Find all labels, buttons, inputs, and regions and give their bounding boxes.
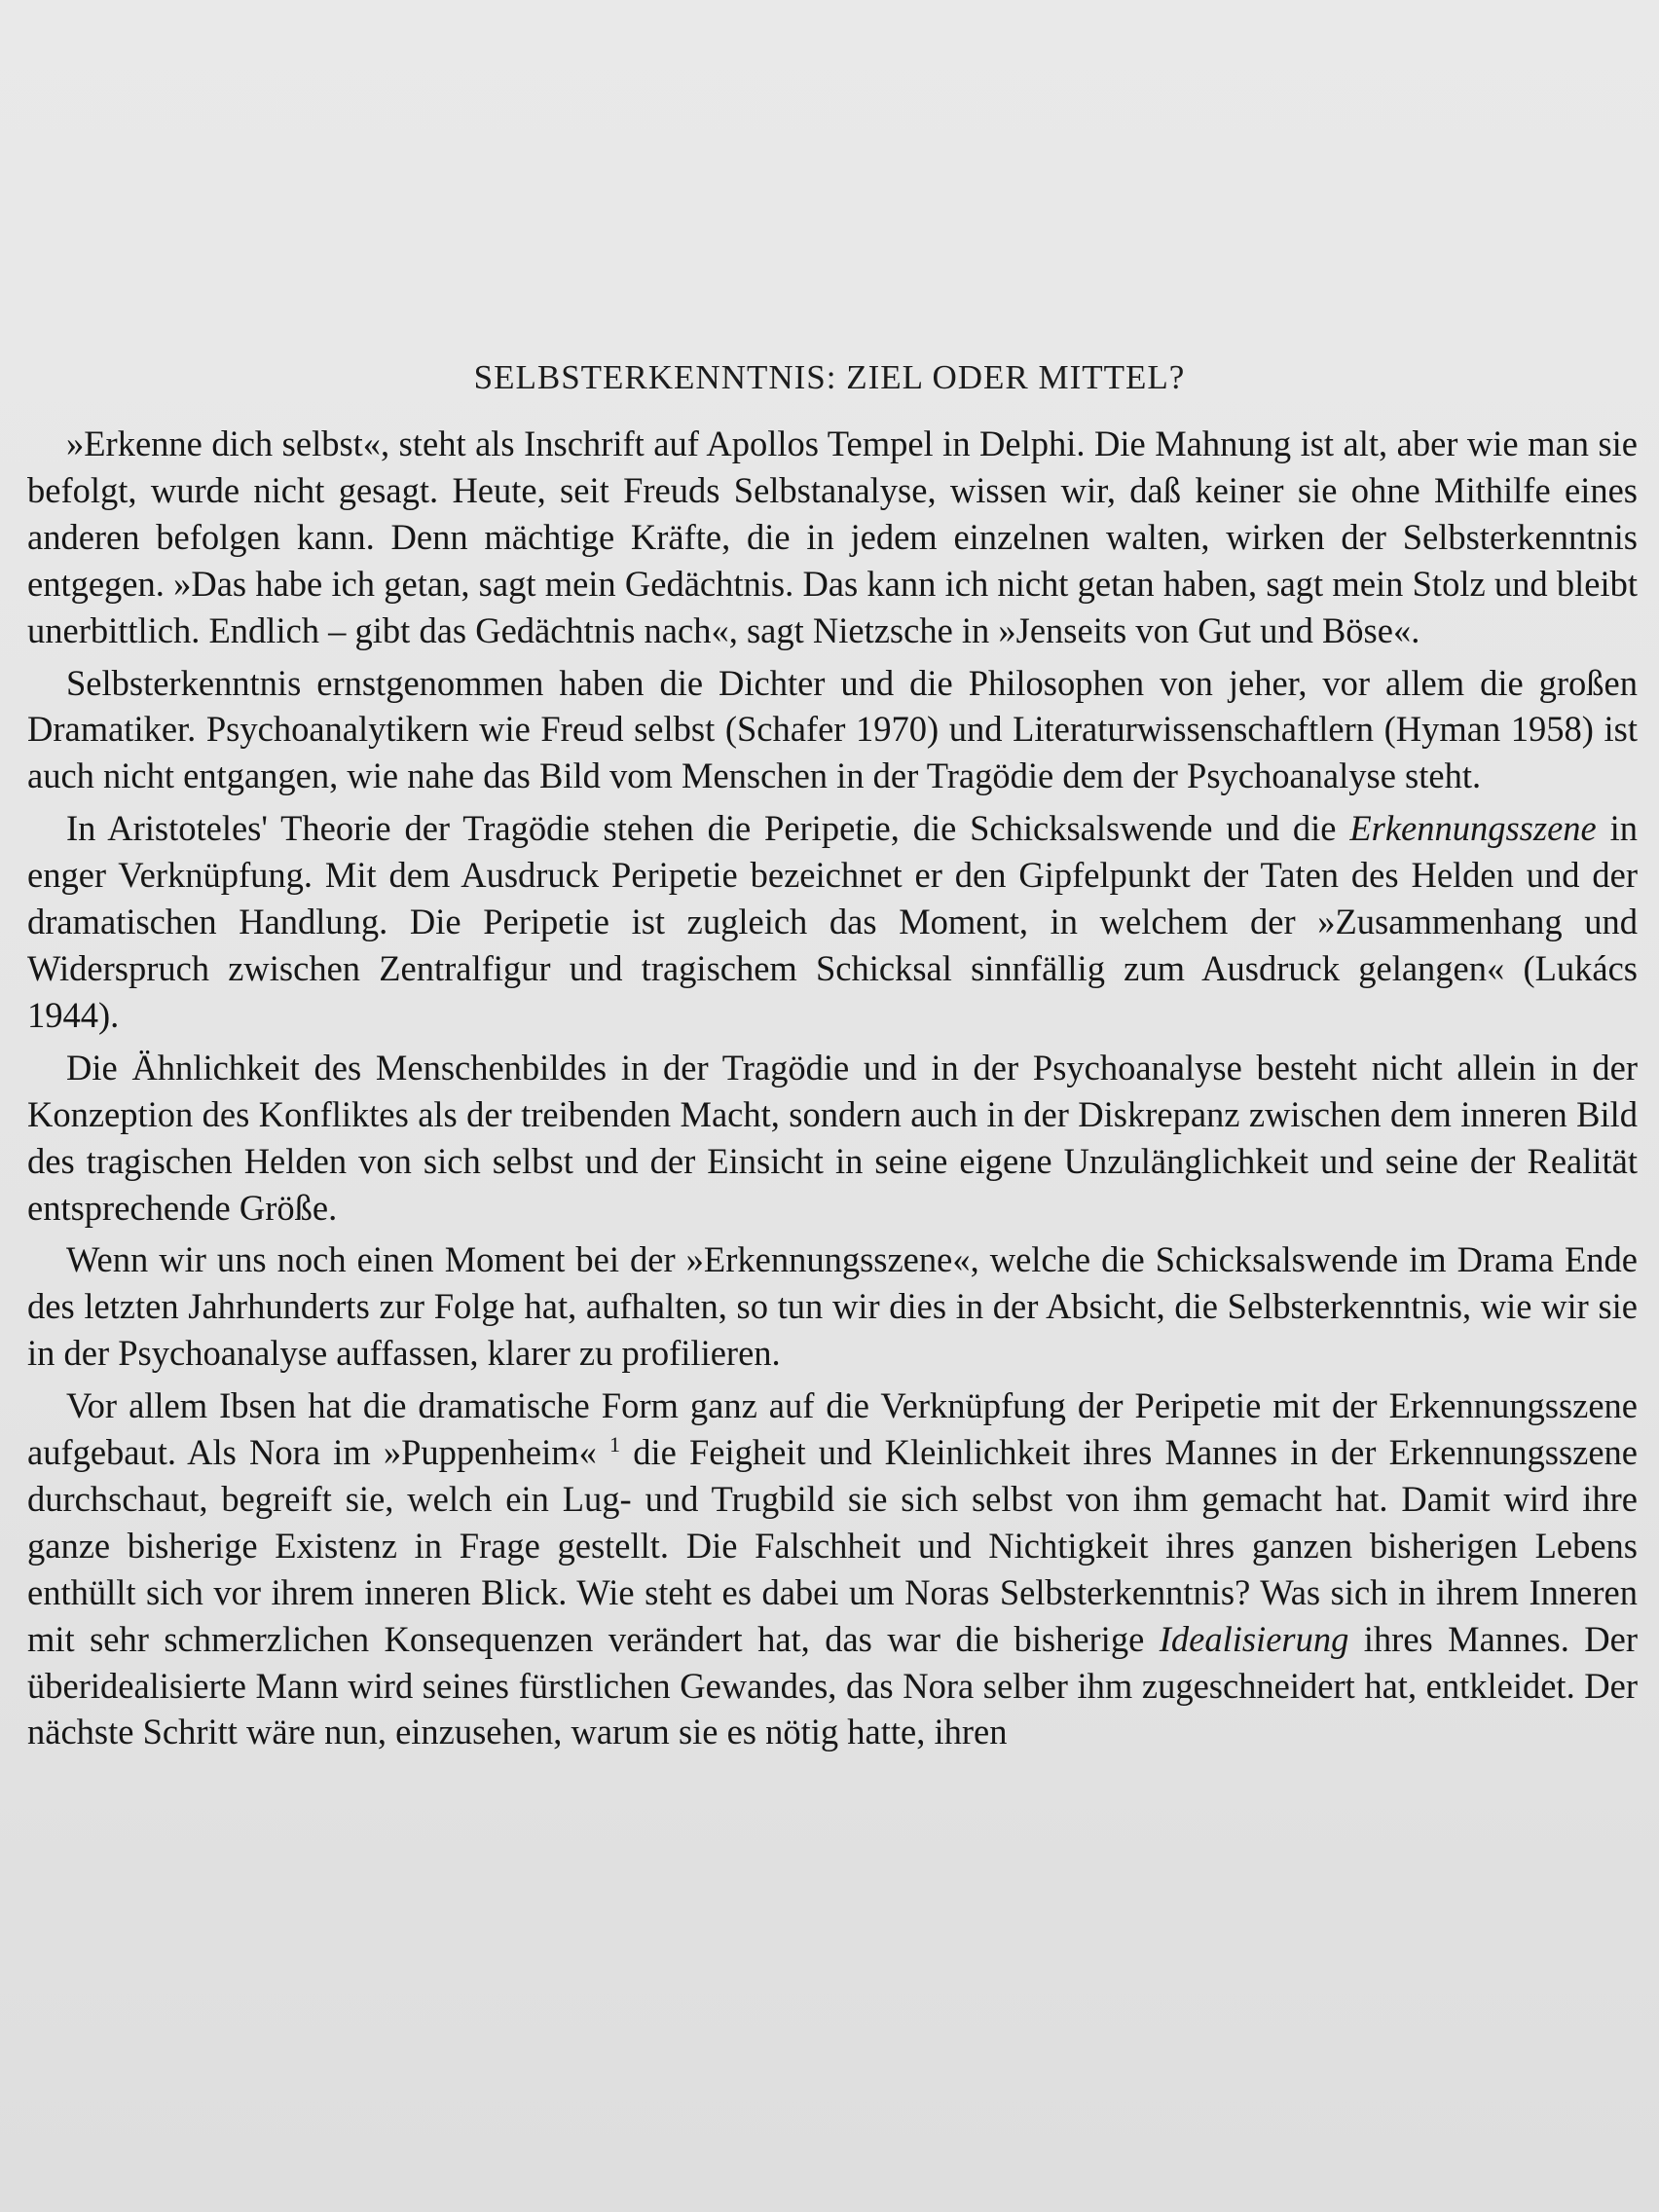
italic-text: Idealisierung bbox=[1159, 1618, 1349, 1659]
text-run: Wenn wir uns noch einen Moment bei der »Erkennungsszene«, welche die Schicksalswende im Drama Ende des letzten Jahrhunderts zur Folge hat, aufhalten, so tun wir dies in der Absicht, die Selbsterkenntnis, wie wir sie in der Psychoanalyse auffassen, klarer zu profilieren. bbox=[27, 1239, 1638, 1374]
text-run: Selbsterkenntnis ernstgenommen haben die Dichter und die Philosophen von jeher, vor allem die großen Dramatiker. Psychoanalytikern wie Freud selbst (Schafer 1970) und Literaturwissenschaftlern (Hyman 1958) ist auch nicht entgangen, wie nahe das Bild vom Menschen in der Tragödie dem der Psychoanalyse steht. bbox=[27, 662, 1638, 796]
italic-text: Erkennungsszene bbox=[1349, 808, 1597, 849]
paragraph bbox=[27, 1045, 1638, 1232]
paragraph bbox=[27, 660, 1638, 800]
chapter-title: SELBSTERKENNTNIS: ZIEL ODER MITTEL? bbox=[473, 358, 1186, 396]
paragraph bbox=[27, 421, 1638, 654]
text-run: In Aristoteles' Theorie der Tragödie stehen die Peripetie, die Schicksalswende und die bbox=[66, 808, 1350, 849]
text-run: in enger Verknüpfung. Mit dem Ausdruck Peripetie bezeichnet er den Gipfelpunkt der Taten des Helden und der dramatischen Handlung. Die Peripetie ist zugleich das Moment, in welchem der »Zusammenhang und Widerspruch zwischen Zentralfigur und tragischem Schicksal sinnfällig zum Ausdruck gelangen« (Lukács 1944). bbox=[27, 808, 1638, 1035]
body-text bbox=[27, 421, 1638, 1761]
paragraph bbox=[27, 1236, 1638, 1377]
paragraph bbox=[27, 805, 1638, 1039]
text-run: die Feigheit und Kleinlichkeit ihres Mannes in der Erkennungsszene durchschaut, begreift sie, welch ein Lug- und Trugbild sie sich selbst von ihm gemacht hat. Damit wird ihre ganze bisherige Existenz in Frage gestellt. Die Falschheit und Nichtigkeit ihres ganzen bisherigen Lebens enthüllt sich vor ihrem inneren Blick. Wie steht es dabei um Noras Selbsterkenntnis? Was sich in ihrem Inneren mit sehr schmerzlichen Konsequenzen verändert hat, das war die bisherige bbox=[27, 1432, 1639, 1659]
text-run: ihres Mannes. Der überidealisierte Mann wird seines fürstlichen Gewandes, das Nora selber ihm zugeschneidert hat, entkleidet. Der nächste Schritt wäre nun, einzusehen, warum sie es nötig hatte, ihren bbox=[27, 1618, 1638, 1752]
paragraph bbox=[27, 1382, 1638, 1755]
text-run: »Erkenne dich selbst«, steht als Inschrift auf Apollos Tempel in Delphi. Die Mahnung ist alt, aber wie man sie befolgt, wurde nicht gesagt. Heute, seit Freuds Selbstanalyse, wissen wir, daß keiner sie ohne Mithilfe eines anderen befolgen kann. Denn mächtige Kräfte, die in jedem einzelnen walten, wirken der Selbsterkenntnis entgegen. »Das habe ich getan, sagt mein Gedächtnis. Das kann ich nicht getan haben, sagt mein Stolz und bleibt unerbittlich. Endlich – gibt das Gedächtnis nach«, sagt Nietzsche in »Jenseits von Gut und Böse«. bbox=[27, 424, 1638, 650]
footnote-marker: 1 bbox=[609, 1431, 621, 1456]
text-run: Vor allem Ibsen hat die dramatische Form ganz auf die Verknüpfung der Peripetie mit der Erkennungsszene aufgebaut. Als Nora im »Puppenheim« bbox=[27, 1385, 1638, 1473]
text-run: Die Ähnlichkeit des Menschenbildes in der Tragödie und in der Psychoanalyse besteht nicht allein in der Konzeption des Konfliktes als der treibenden Macht, sondern auch in der Diskrepanz zwischen dem inneren Bild des tragischen Helden von sich selbst und der Einsicht in seine eigene Unzulänglichkeit und seine der Realität entsprechende Größe. bbox=[27, 1047, 1638, 1228]
